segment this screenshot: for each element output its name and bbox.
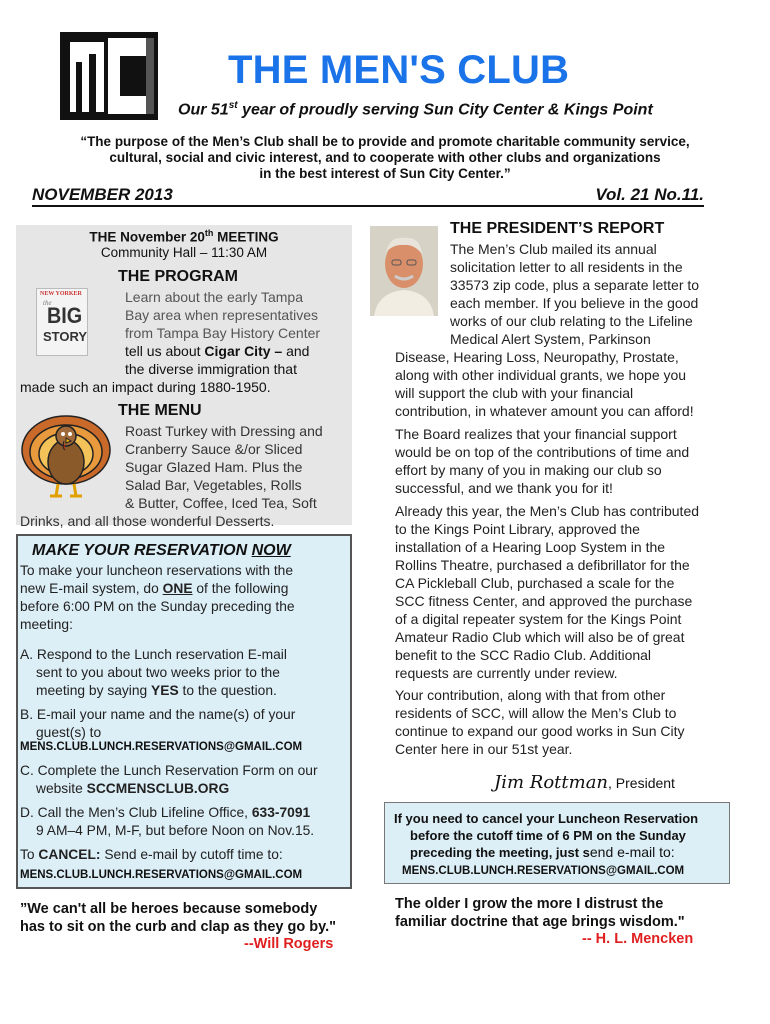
reservation-option-d: D. Call the Men’s Club Lifeline Office, 633-7091 9 AM–4 PM, M-F, but before Noon on Nov.15. [20, 805, 315, 838]
reservation-cancel-email-link[interactable]: MENS.CLUB.LUNCH.RESERVATIONS@GMAIL.COM [20, 869, 303, 881]
menu-text: Roast Turkey with Dressing and Cranberry Sauce &/or Sliced Sugar Glazed Ham. Plus the Salad Bar, Vegetables, Rolls & Butter, Coffee, Iced Tea, Soft [125, 423, 323, 511]
website-link[interactable]: SCCMENSCLUB.ORG [86, 781, 230, 796]
page-title: THE MEN'S CLUB [228, 48, 570, 92]
president-p1-top: The Men’s Club mailed its annual solicitation letter to all residents in the 33573 zip code, plus a separate letter to each member. If you believe in the good works of our club relating to the Lifeline Medical Alert System, Parkinson [450, 241, 700, 347]
meeting-title: THE November 20th MEETING [89, 228, 279, 245]
president-p1-rest: Disease, Hearing Loss, Neuropathy, Prostate, along with other individual grants, we hope you will support the club with your financial contribution, in whatever amount you can afford! [395, 349, 694, 419]
mencken-quote: The older I grow the more I distrust the familiar doctrine that age brings wisdom." [395, 896, 685, 930]
mc-logo-graphic [60, 32, 158, 120]
program-text-last: made such an impact during 1880-1950. [20, 379, 271, 395]
reservation-email-link[interactable]: MENS.CLUB.LUNCH.RESERVATIONS@GMAIL.COM [20, 741, 303, 753]
president-signature: Jim Rottman, President [494, 772, 675, 793]
issue-month: NOVEMBER 2013 [32, 185, 173, 204]
mc-logo [60, 32, 158, 120]
program-heading: THE PROGRAM [118, 268, 238, 285]
reservation-cancel: To CANCEL: Send e-mail by cutoff time to: [20, 847, 283, 862]
will-rogers-author: --Will Rogers [244, 936, 334, 952]
president-p3: Already this year, the Men’s Club has contributed to the Kings Point Library, approved the installation of a Hearing Loop System in the Rollins Theatre, purchased a defibrillator for the CA Pickleball Club, purchased a scale for the SCC fitness Center, and approved the purchase of a digital repeater system for the Kings Point Amateur Radio Club which will also be of great benefit to the SCC Radio Club. Additional requests are currently under review. [395, 503, 700, 681]
reservation-option-b: B. E-mail your name and the name(s) of your guest(s) to [20, 707, 296, 740]
president-photo [370, 226, 438, 316]
turkey-icon [18, 410, 114, 502]
president-heading: THE PRESIDENT’S REPORT [450, 220, 665, 237]
meeting-place: Community Hall – 11:30 AM [100, 245, 268, 260]
cancel-reservation-email-link[interactable]: MENS.CLUB.LUNCH.RESERVATIONS@GMAIL.COM [402, 865, 685, 877]
purpose-statement: “The purpose of the Men’s Club shall be to provide and promote charitable community service, cultural, social and civic interest, and to cooperate with other clubs and organizations in the best interest of Sun City Center.” [80, 134, 690, 181]
big-story-image: NEW YORKER the BIG STORY [36, 288, 88, 356]
president-p4: Your contribution, along with that from other residents of SCC, will allow the Men’s Club to continue to expand our good works in Sun City Center here in our 51st year. [395, 687, 685, 757]
menu-text-last: Drinks, and all those wonderful Desserts. [20, 513, 275, 529]
mencken-author: -- H. L. Mencken [582, 931, 694, 947]
will-rogers-quote: ”We can't all be heroes because somebody has to sit on the curb and clap as they go by." [20, 901, 336, 935]
reservation-intro: To make your luncheon reservations with the new E-mail system, do ONE of the following before 6:00 PM on the Sunday preceding the meeting: [20, 563, 295, 632]
cancel-reservation-text: If you need to cancel your Luncheon Reservation before the cutoff time of 6 PM on the Sunday preceding the meeting, just send e-mail to: [394, 811, 699, 860]
reservation-option-a: A. Respond to the Lunch reservation E-mail sent to you about two weeks prior to the meeting by saying YES to the question. [20, 647, 287, 698]
subtitle: Our 51st year of proudly serving Sun City Center & Kings Point [178, 100, 653, 119]
issue-volume: Vol. 21 No.11. [595, 185, 704, 204]
reservation-option-c: C. Complete the Lunch Reservation Form on our website SCCMENSCLUB.ORG [20, 763, 318, 796]
menu-heading: THE MENU [118, 402, 202, 419]
dateline [32, 185, 704, 207]
program-text: Learn about the early Tampa Bay area when representatives from Tampa Bay History Center tell us about Cigar City – and the diverse immigration that [125, 289, 321, 377]
reservation-heading: MAKE YOUR RESERVATION NOW [32, 542, 291, 559]
president-p2: The Board realizes that your financial support would be on top of the contributions of time and effort by many of you in making our club so successful, and we thank you for it! [395, 426, 690, 496]
